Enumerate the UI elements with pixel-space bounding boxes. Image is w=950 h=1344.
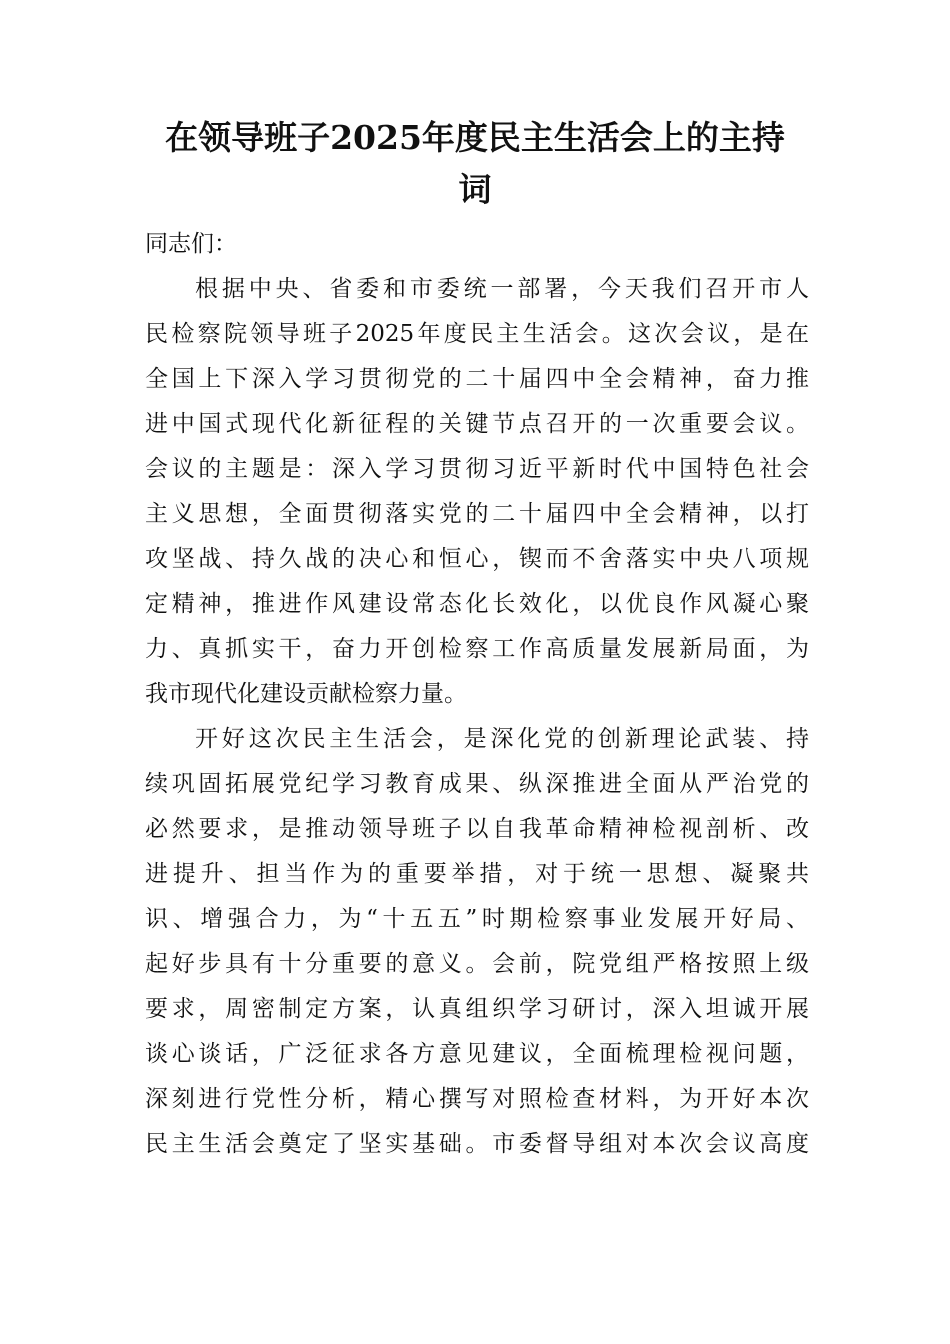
text-line: 深刻进行党性分析，精心撰写对照检查材料，为开好本次 [145,1086,809,1112]
paragraph-1 [145,267,809,717]
text-line: 会议的主题是：深入学习贯彻习近平新时代中国特色社会 [145,456,809,482]
text-line: 主义思想，全面贯彻落实党的二十届四中全会精神，以打 [145,501,809,527]
text-line: 开好这次民主生活会，是深化党的创新理论武装、持 [195,726,809,752]
title-line-2: 词 [458,170,492,209]
text-line: 力、真抓实干，奋力开创检察工作高质量发展新局面，为 [145,636,809,662]
document-title [140,112,810,216]
text-line: 民检察院领导班子2025年度民主生活会。这次会议，是在 [145,321,809,347]
title-line-1: 在领导班子2025年度民主生活会上的主持 [165,118,785,157]
text-line: 定精神，推进作风建设常态化长效化，以优良作风凝心聚 [145,591,809,617]
text-line: 起好步具有十分重要的意义。会前，院党组严格按照上级 [145,951,809,977]
text-line: 要求，周密制定方案，认真组织学习研讨，深入坦诚开展 [145,996,809,1022]
salutation: 同志们： [145,231,237,257]
text-line: 民主生活会奠定了坚实基础。市委督导组对本次会议高度 [145,1131,809,1157]
text-line: 续巩固拓展党纪学习教育成果、纵深推进全面从严治党的 [145,771,809,797]
text-line: 谈心谈话，广泛征求各方意见建议，全面梳理检视问题， [145,1041,809,1067]
text-line: 攻坚战、持久战的决心和恒心，锲而不舍落实中央八项规 [145,546,809,572]
document-body [145,222,809,1167]
text-line: 全国上下深入学习贯彻党的二十届四中全会精神，奋力推 [145,366,809,392]
text-line: 根据中央、省委和市委统一部署，今天我们召开市人 [195,276,809,302]
text-line: 进提升、担当作为的重要举措，对于统一思想、凝聚共 [145,861,809,887]
text-line: 识、增强合力，为“十五五”时期检察事业发展开好局、 [145,906,809,932]
paragraph-2 [145,717,809,1167]
text-line: 必然要求，是推动领导班子以自我革命精神检视剖析、改 [145,816,809,842]
text-line: 我市现代化建设贡献检察力量。 [145,681,467,707]
text-line: 进中国式现代化新征程的关键节点召开的一次重要会议。 [145,411,809,437]
